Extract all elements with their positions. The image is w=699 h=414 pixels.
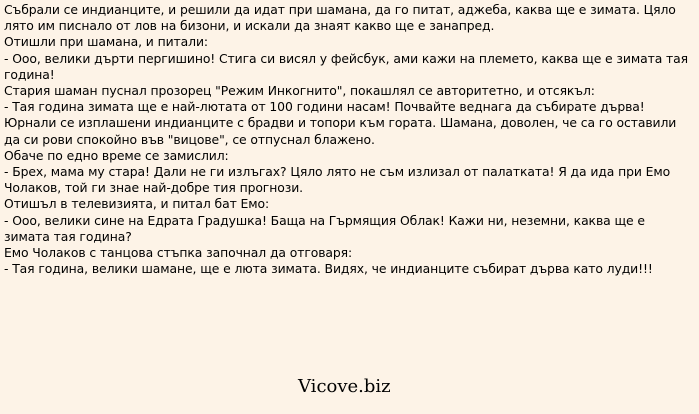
joke-paragraph: Емо Чолаков с танцова стъпка започнал да отговаря: [4,245,353,261]
joke-paragraph: Отишъл в телевизията, и питал бат Емо: [4,196,270,212]
joke-paragraph: Стария шаман пуснал прозорец "Режим Инкогнито", покашлял се авторитетно, и отсякъл: [4,83,595,99]
joke-text [4,2,690,277]
joke-paragraph: Юрнали се изплашени индианците с брадви и топори към гората. Шамана, доволен, че са го оставили да си рови спокойно във "вицове", се отпуснал блажено. [4,115,677,147]
joke-paragraph: - Тая година зимата ще е най-лютата от 100 години насам! Почвайте веднага да събирате дърва! [4,99,645,115]
joke-paragraph: - Тая година, велики шамане, ще е люта зимата. Видях, че индианците събират дърва като луди!!! [4,261,653,277]
joke-paragraph: - Ооо, велики дърти пергишино! Стига си висял у фейсбук, ами кажи на племето, каква ще е зимата тая година! [4,50,689,82]
joke-paragraph: Обаче по едно време се замислил: [4,147,229,163]
joke-paragraph: - Брех, мама му стара! Дали не ги излъгах? Цяло лято не съм излизал от палатката! Я да ида при Емо Чолаков, той ги знае най-добре тия прогнози. [4,164,671,196]
site-watermark: Vicove.biz [298,376,391,397]
joke-paragraph: Събрали се индианците, и решили да идат при шамана, да го питат, аджеба, каква ще е зимата. Цяло лято им писнало от лов на бизони, и искали да знаят какво ще е занапред. [4,2,676,34]
joke-paragraph: Отишли при шамана, и питали: [4,34,208,50]
joke-paragraph: - Ооо, велики сине на Едрата Градушка! Баща на Гърмящия Облак! Кажи ни, неземни, каква ще е зимата тая година? [4,212,645,244]
